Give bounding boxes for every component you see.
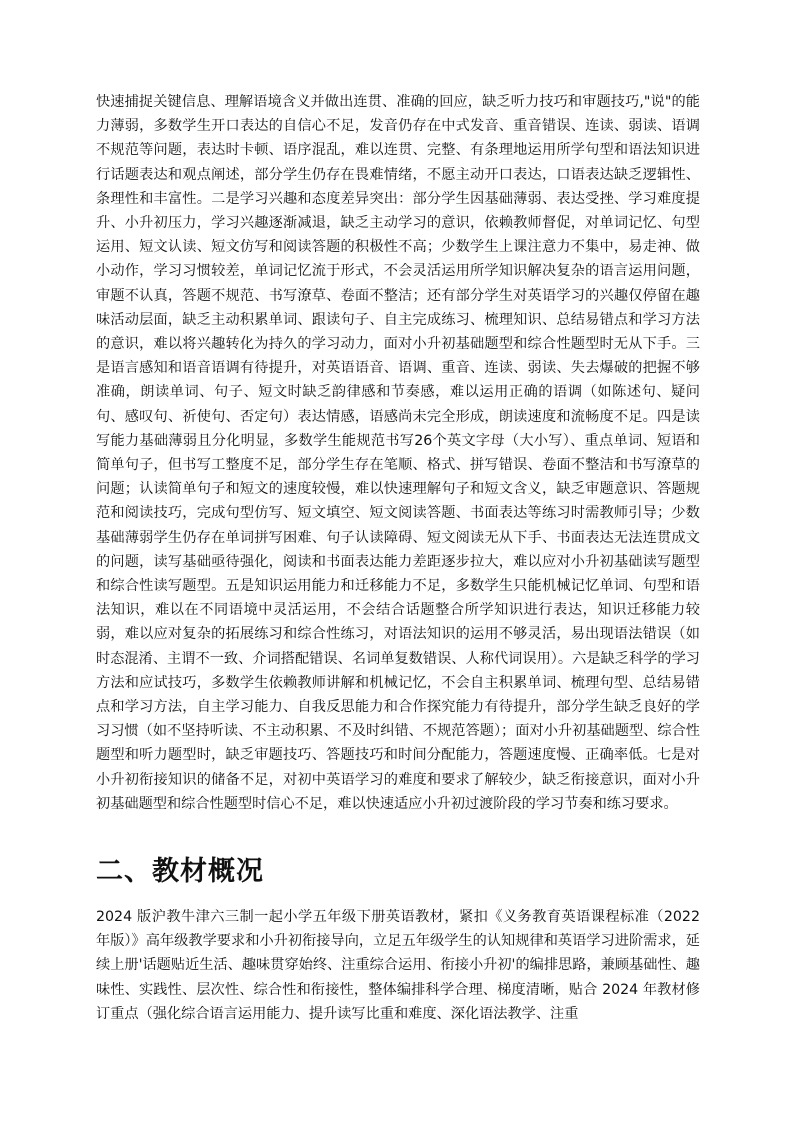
section-heading: 二、教材概况 bbox=[96, 856, 264, 887]
body-paragraph: 2024 版沪教牛津六三制一起小学五年级下册英语教材，紧扣《义务教育英语课程标准（2022 年版）》高年级教学要求和小升初衔接导向，立足五年级学生的认知规律和英语学习进阶需求，延续上册'话题贴近生活、趣味贯穿始终、注重综合运用、衔接小升初'的编排思路，兼顾基础性、趣味性、实践性、层次性、综合性和衔接性，整体编排科学合理、梯度清晰，贴合 2024 年教材修订重点（强化综合语言运用能力、提升读写比重和难度、深化语法教学、注重 bbox=[96, 909, 700, 1022]
body-paragraph: 快速捕捉关键信息、理解语境含义并做出连贯、准确的回应，缺乏听力技巧和审题技巧,"说"的能力薄弱，多数学生开口表达的自信心不足，发音仍存在中式发音、重音错误、连读、弱读、语调不规范等问题，表达时卡顿、语序混乱，难以连贯、完整、有条理地运用所学句型和语法知识进行话题表达和观点阐述，部分学生仍存在畏难情绪，不愿主动开口表达，口语表达缺乏逻辑性、条理性和丰富性。二是学习兴趣和态度差异突出：部分学生因基础薄弱、表达受挫、学习难度提升、小升初压力，学习兴趣逐渐减退，缺乏主动学习的意识，依赖教师督促，对单词记忆、句型运用、短文认读、短文仿写和阅读答题的积极性不高；少数学生上课注意力不集中，易走神、做小动作，学习习惯较差，单词记忆流于形式，不会灵活运用所学知识解决复杂的语言运用问题，审题不认真，答题不规范、书写潦草、卷面不整洁；还有部分学生对英语学习的兴趣仅停留在趣味活动层面，缺乏主动积累单词、跟读句子、自主完成练习、梳理知识、总结易错点和学习方法的意识，难以将兴趣转化为持久的学习动力，面对小升初基础题型和综合性题型时无从下手。三是语言感知和语音语调有待提升，对英语语音、语调、重音、连读、弱读、失去爆破的把握不够准确，朗读单词、句子、短文时缺乏韵律感和节奏感，难以运用正确的语调（如陈述句、疑问句、感叹句、祈使句、否定句）表达情感，语感尚未完全形成，朗读速度和流畅度不足。四是读写能力基础薄弱且分化明显，多数学生能规范书写26个英文字母（大小写）、重点单词、短语和简单句子，但书写工整度不足，部分学生存在笔顺、格式、拼写错误、卷面不整洁和书写潦草的问题；认读简单句子和短文的速度较慢，难以快速理解句子和短文含义，缺乏审题意识、答题规范和阅读技巧，完成句型仿写、短文填空、短文阅读答题、书面表达等练习时需教师引导；少数基础薄弱学生仍存在单词拼写困难、句子认读障碍、短文阅读无从下手、书面表达无法连贯成文的问题，读写基础亟待强化，阅读和书面表达能力差距逐步拉大，难以应对小升初基础读写题型和综合性读写题型。五是知识运用能力和迁移能力不足，多数学生只能机械记忆单词、句型和语法知识，难以在不同语境中灵活运用，不会结合话题整合所学知识进行表达，知识迁移能力较弱，难以应对复杂的拓展练习和综合性练习，对语法知识的运用不够灵活，易出现语法错误（如时态混淆、主谓不一致、介词搭配错误、名词单复数错误、人称代词误用）。六是缺乏科学的学习方法和应试技巧，多数学生依赖教师讲解和机械记忆，不会自主积累单词、梳理句型、总结易错点和学习方法，自主学习能力、自我反思能力和合作探究能力有待提升，部分学生缺乏良好的学习习惯（如不坚持听读、不主动积累、不及时纠错、不规范答题）；面对小升初基础题型、综合性题型和听力题型时，缺乏审题技巧、答题技巧和时间分配能力，答题速度慢、正确率低。七是对小升初衔接知识的储备不足，对初中英语学习的难度和要求了解较少，缺乏衔接意识，面对小升初基础题型和综合性题型时信心不足，难以快速适应小升初过渡阶段的学习节奏和练习要求。 bbox=[96, 94, 700, 812]
